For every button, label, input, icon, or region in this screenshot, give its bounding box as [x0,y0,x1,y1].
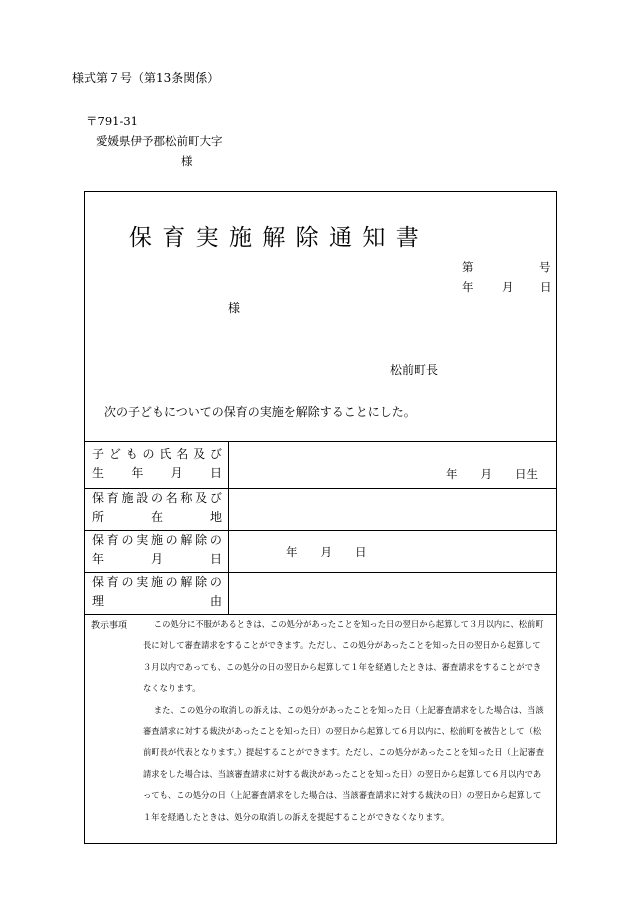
date-year-label: 年 [462,280,474,294]
label-line: 保 育 の 実 施 の 解 除 の [92,533,222,547]
instruction-paragraph: また、この処分の取消しの訴えは、この処分があったことを知った日（上記審査請求をした場合は、当該審査請求に対する裁決があったことを知った日）の翌日から起算して６月以内に、松前町を被告として（松前町長が代表となります。）提起することができます。ただし、この処分があったことを知った日（上記審査請求をした場合は、当該審査請求に対する裁決があったことを知った日）の翌日から起算して６月以内であっても、この処分の日（上記審査請求をした場合は、当該審査請求に対する裁決の日）の翌日から起算して１年を経過したときは、処分の取消しの訴えを提起することができなくなります。 [143,704,544,822]
instruction-body [143,614,548,828]
label-line: 子 ど も の 氏 名 及 び [92,447,222,461]
instruction-heading: 教示事項 [91,621,128,631]
label-line: 理 由 [92,594,222,608]
recipient-honorific: 様 [181,154,193,168]
date-day-label: 日 [540,280,552,294]
facility-name-address-label [92,489,222,527]
issuer-name: 松前町長 [390,363,439,377]
cancellation-date-label [92,531,222,569]
label-line: 保 育 の 実 施 の 解 除 の [92,575,222,589]
instruction-paragraph: この処分に不服があるときは、この処分があったことを知った日の翌日から起算して３月以内に、松前町長に対して審査請求をすることができます。ただし、この処分があったことを知った日の翌日から起算して３月以内であっても、この処分の日の翌日から起算して１年を経過したときは、審査請求をすることができなくなります。 [143,619,544,694]
recipient-address: 愛媛県伊予郡松前町大字 [96,134,223,148]
label-line: 生 年 月 日 [92,466,222,480]
label-line: 所 在 地 [92,510,222,524]
child-name-birthdate-label [92,445,222,483]
addressee-honorific: 様 [228,301,241,315]
notice-statement: 次の子どもについての保育の実施を解除することにした。 [104,405,416,419]
postal-code: 〒791-31 [86,114,138,128]
number-suffix: 号 [539,260,551,274]
date-month-label: 月 [502,280,514,294]
cancellation-date-value: 年 月 日 [286,545,367,559]
label-line: 保 育 施 設 の 名 称 及 び [92,491,222,505]
birthdate-value: 年 月 日生 [446,467,538,481]
cancellation-reason-label [92,573,222,611]
document-title: 保育実施解除通知書 [128,225,430,251]
number-prefix: 第 [462,260,474,274]
form-number-label: 様式第７号（第13条関係） [72,71,220,85]
label-line: 年 月 日 [92,552,222,566]
table-divider [84,441,557,442]
table-column-divider [228,441,229,614]
